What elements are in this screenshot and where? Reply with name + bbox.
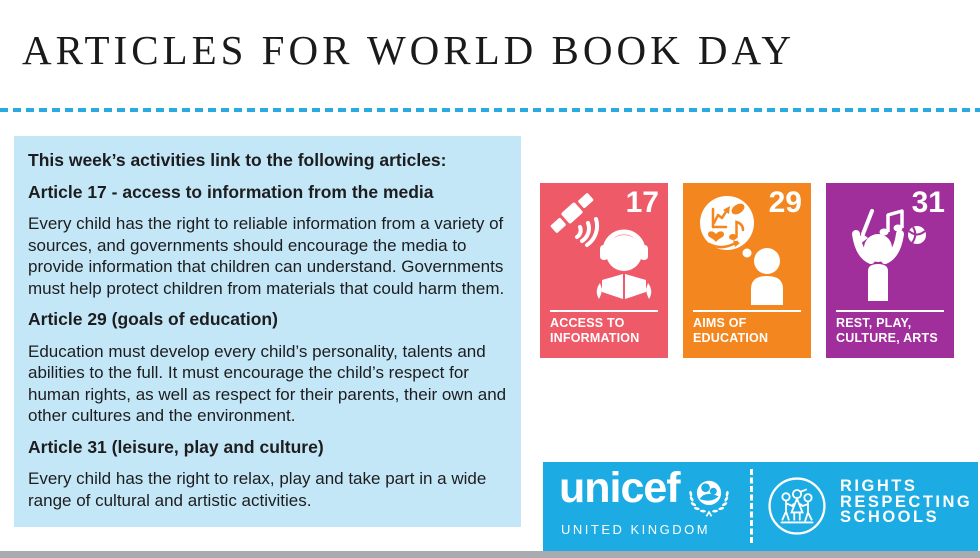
card-rule (693, 310, 801, 312)
article-17-heading: Article 17 - access to information from the media (28, 181, 434, 202)
united-kingdom-label: UNITED KINGDOM (561, 522, 711, 537)
info-panel (14, 136, 521, 527)
card-rule (550, 310, 658, 312)
card-label: REST, PLAY, CULTURE, ARTS (836, 316, 938, 345)
unicef-banner (543, 462, 978, 552)
card-label: ACCESS TO INFORMATION (550, 316, 640, 345)
article-17-body: Every child has the right to reliable information from a variety of sources, and governments should encourage the media to provide information that children can understand. Governments must help protect children from materials that could harm them. (28, 214, 505, 298)
article-31-body: Every child has the right to relax, play and take part in a wide range of cultural and artistic activities. (28, 469, 487, 510)
card-rule (836, 310, 944, 312)
bottom-bar (0, 551, 980, 558)
page-title: ARTICLES FOR WORLD BOOK DAY (22, 27, 795, 73)
article-29-heading: Article 29 (goals of education) (28, 309, 278, 329)
unicef-logotype: unicef (559, 464, 680, 512)
card-label: AIMS OF EDUCATION (693, 316, 769, 345)
card-number: 29 (768, 186, 802, 219)
article-cards (540, 183, 954, 358)
rights-respecting-schools-label: RIGHTS RESPECTING SCHOOLS (840, 477, 973, 526)
article-card-31 (826, 183, 954, 358)
banner-divider (750, 469, 753, 543)
dashed-divider (0, 108, 980, 112)
thought-bubble-person-icon (683, 187, 811, 305)
satellite-child-reading-icon (540, 187, 668, 305)
play-arts-person-icon (826, 187, 954, 305)
article-31-heading: Article 31 (leisure, play and culture) (28, 436, 324, 457)
article-card-17 (540, 183, 668, 358)
children-circle-icon (765, 474, 829, 538)
article-29-body: Education must develop every child’s personality, talents and abilities to the full. It must encourage the child’s respect for human rights, as well as respect for their parents, their own and other cultures and the environment. (28, 341, 507, 425)
card-number: 17 (625, 186, 659, 219)
card-number: 31 (911, 186, 945, 219)
unicef-emblem-icon (683, 473, 735, 525)
article-card-29 (683, 183, 811, 358)
info-intro: This week’s activities link to the following articles: (28, 150, 447, 170)
